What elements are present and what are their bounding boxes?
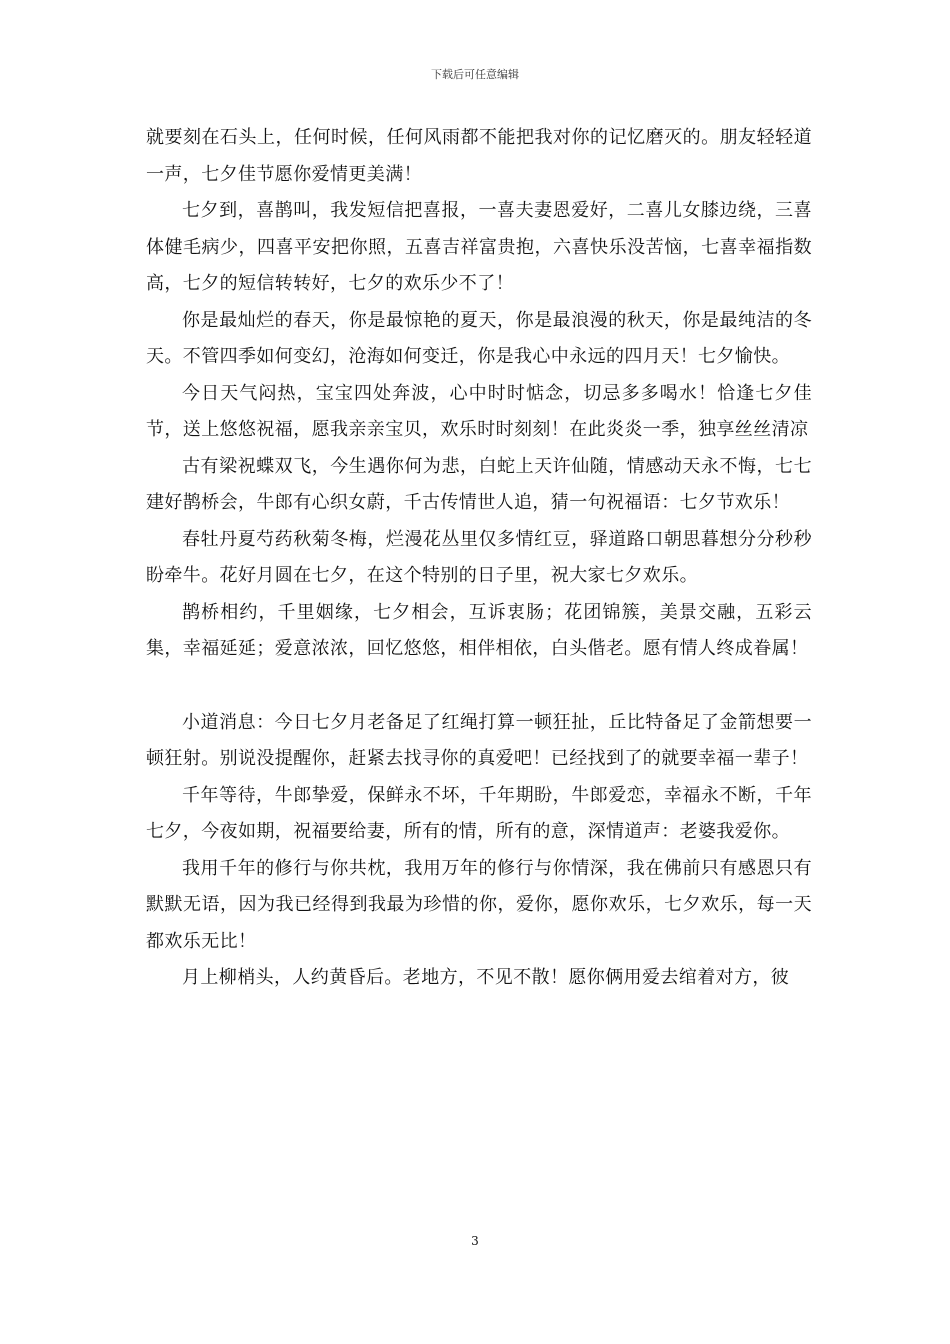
paragraph: 月上柳梢头，人约黄昏后。老地方，不见不散！愿你俩用爱去绾着对方，彼: [182, 967, 790, 988]
paragraph: 我用千年的修行与你共枕，我用万年的修行与你情深，我在佛前只有感恩只有默默无语，因为我已经得到我最为珍惜的你，爱你，愿你欢乐，七夕欢乐，每一天都欢乐无比！: [146, 857, 812, 952]
paragraph: 古有梁祝蝶双飞，今生遇你何为悲，白蛇上天许仙随，情感动天永不悔，七七建好鹊桥会，牛郎有心织女蔚，千古传情世人追，猜一句祝福语：七夕节欢乐！: [146, 455, 812, 513]
paragraph: 春牡丹夏芍药秋菊冬梅，烂漫花丛里仅多情红豆，驿道路口朝思暮想分分秒秒盼牵牛。花好月圆在七夕，在这个特别的日子里，祝大家七夕欢乐。: [146, 528, 812, 586]
paragraph: 你是最灿烂的春天，你是最惊艳的夏天，你是最浪漫的秋天，你是最纯洁的冬天。不管四季如何变幻，沧海如何变迁，你是我心中永远的四月天！七夕愉快。: [146, 309, 812, 367]
paragraph: 就要刻在石头上，任何时候，任何风雨都不能把我对你的记忆磨灭的。朋友轻轻道一声，七夕佳节愿你爱情更美满！: [146, 127, 812, 185]
page-header: 下载后可任意编辑: [431, 68, 519, 81]
paragraph: 千年等待，牛郎挚爱，保鲜永不坏，千年期盼，牛郎爱恋，幸福永不断，千年七夕，今夜如期，祝福要给妻，所有的情，所有的意，深情道声：老婆我爱你。: [146, 784, 812, 842]
paragraph: 今日天气闷热，宝宝四处奔波，心中时时惦念，切忌多多喝水！恰逢七夕佳节，送上悠悠祝福，愿我亲亲宝贝，欢乐时时刻刻！在此炎炎一季，独享丝丝清凉: [146, 382, 812, 440]
paragraph: 七夕到，喜鹊叫，我发短信把喜报，一喜夫妻恩爱好，二喜儿女膝边绕，三喜体健毛病少，四喜平安把你照，五喜吉祥富贵抱，六喜快乐没苦恼，七喜幸福指数高，七夕的短信转转好，七夕的欢乐少不了！: [146, 200, 812, 294]
blank-line: [146, 668, 812, 705]
paragraph: 鹊桥相约，千里姻缘，七夕相会，互诉衷肠；花团锦簇，美景交融，五彩云集，幸福延延；爱意浓浓，回忆悠悠，相伴相依，白头偕老。愿有情人终成眷属！: [146, 601, 812, 659]
page-number: 3: [471, 1234, 479, 1248]
document-body: [146, 120, 812, 997]
paragraph: 小道消息：今日七夕月老备足了红绳打算一顿狂扯，丘比特备足了金箭想要一顿狂射。别说没提醒你，赶紧去找寻你的真爱吧！已经找到了的就要幸福一辈子！: [146, 711, 812, 769]
